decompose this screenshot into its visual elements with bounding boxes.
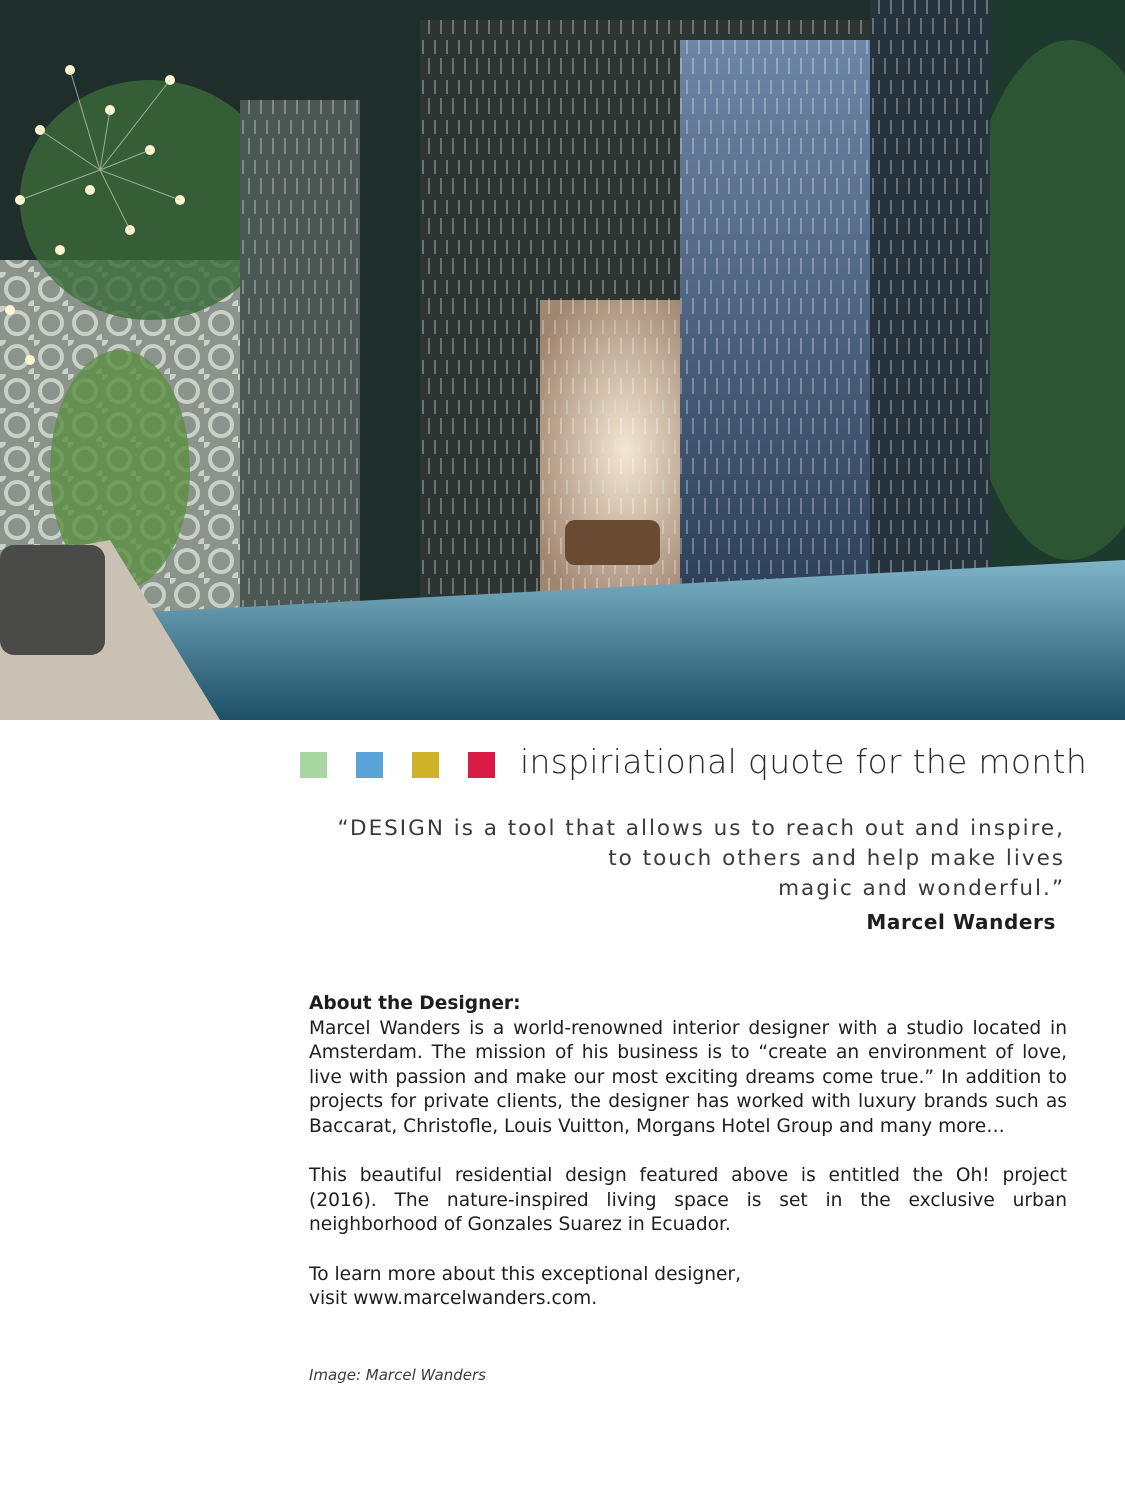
visit-line-2: visit www.marcelwanders.com.: [309, 1288, 598, 1310]
interior-photo-icon: [0, 0, 1125, 720]
quote-line-2: to touch others and help make lives: [608, 846, 1065, 871]
about-title: About the Designer:: [309, 993, 521, 1014]
hero-photo: [0, 0, 1125, 720]
visit-line-1: To learn more about this exceptional designer,: [309, 1263, 741, 1285]
visit-paragraph: [309, 1263, 1067, 1312]
yellow-swatch: [412, 752, 439, 778]
about-paragraph-1: Marcel Wanders is a world-renowned interior designer with a studio located in Amsterdam. The mission of his business is to “create an environment of love, live with passion and make our most exciting dreams come true.” In addition to projects for private clients, the designer has worked with luxury brands such as Baccarat, Christofle, Louis Vuitton, Morgans Hotel Group and many more…: [309, 1017, 1067, 1137]
quote-author: Marcel Wanders: [866, 910, 1056, 934]
red-swatch: [468, 752, 495, 778]
quote-line-3: magic and wonderful.”: [778, 876, 1065, 901]
image-credit: Image: Marcel Wanders: [309, 1366, 486, 1384]
section-heading: inspiriational quote for the month: [520, 742, 1088, 781]
quote-block: [265, 814, 1065, 904]
quote-line-1: “DESIGN is a tool that allows us to reach out and inspire,: [337, 816, 1065, 841]
about-paragraph-2: This beautiful residential design featured above is entitled the Oh! project (2016). The nature-inspired living space is set in the exclusive urban neighborhood of Gonzales Suarez in Ecuador.: [309, 1165, 1067, 1236]
about-section: [309, 992, 1067, 1336]
blue-swatch: [356, 752, 383, 778]
green-swatch: [300, 752, 327, 778]
